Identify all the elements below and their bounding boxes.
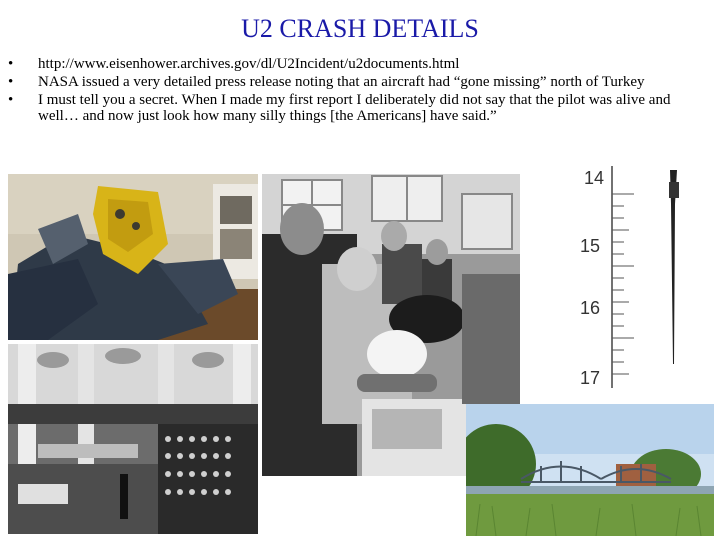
bullet-glyph: • [8, 74, 14, 90]
bullet-glyph: • [8, 56, 14, 72]
slide-title: U2 CRASH DETAILS [241, 14, 479, 43]
bullet-text-quote: I must tell you a secret. When I made my first report I deliberately did not say that the pilot was alive and well… and now just look how many silly things [the Americans] have said.” [38, 92, 671, 124]
bullet-text-url: http://www.eisenhower.archives.gov/dl/U2Incident/u2documents.html [38, 56, 460, 72]
bullet-glyph: • [8, 92, 14, 108]
bullet-text-nasa: NASA issued a very detailed press release noting that an aircraft had “gone missing” north of Turkey [38, 74, 645, 90]
bullet-item [6, 92, 711, 124]
ruler-mark: 16 [580, 298, 601, 318]
trial-photo [8, 344, 258, 534]
ruler-mark: 17 [580, 368, 601, 388]
wreckage-photo [8, 174, 258, 340]
needle-ruler-photo [574, 164, 714, 390]
bullet-list [6, 56, 711, 126]
ruler-mark: 15 [580, 236, 601, 256]
bridge-photo [466, 404, 714, 536]
bullet-item [6, 56, 711, 72]
ruler-mark: 14 [584, 168, 605, 188]
bullet-item [6, 74, 711, 90]
